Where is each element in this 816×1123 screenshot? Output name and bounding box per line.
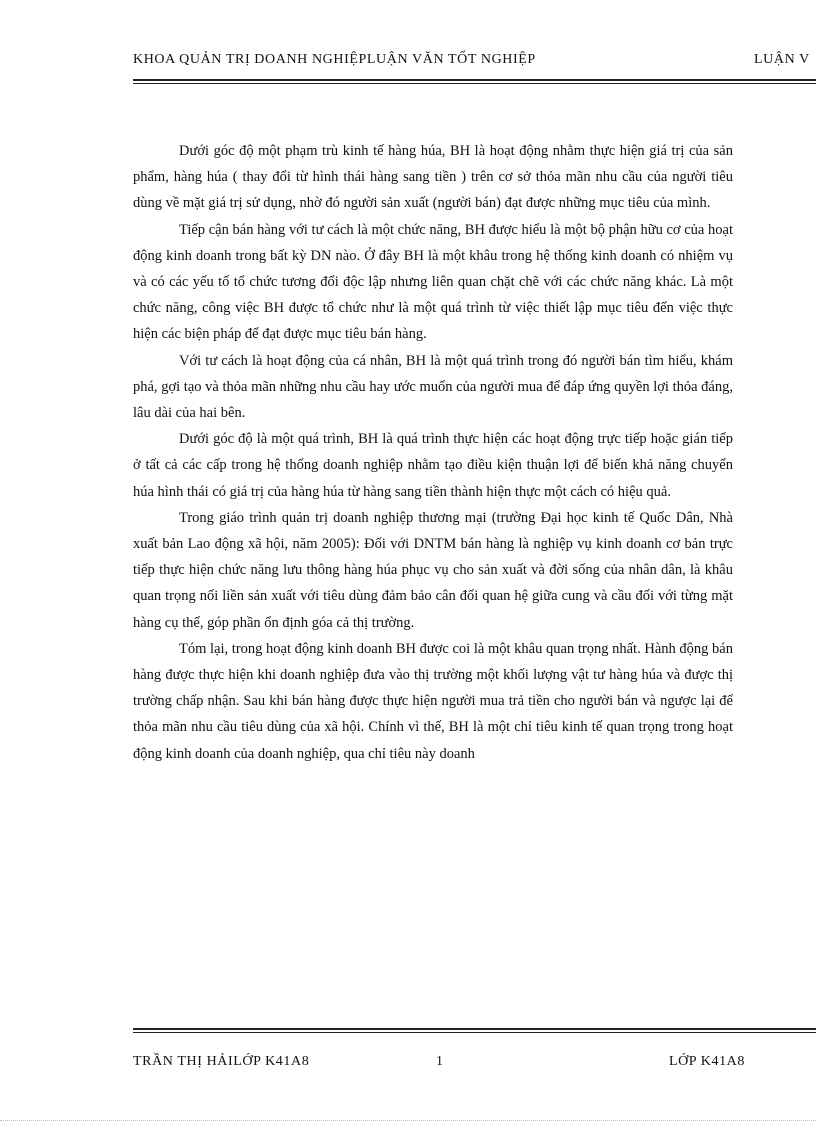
footer-author: TRẦN THỊ HẢILỚP K41A8 xyxy=(133,1054,310,1069)
footer-class: LỚP K41A8 xyxy=(668,1054,745,1069)
paragraph: Dưới góc độ một phạm trù kinh tế hàng húa, BH là hoạt động nhằm thực hiện giá trị của sản phẩm, hàng húa ( thay đổi từ hình thái hàng sang tiền ) trên cơ sở thỏa mãn nhu cầu của người tiêu dùng về mặt giá trị sử dụng, nhờ đó người sản xuất (người bán) đạt được những mục tiêu của mình. xyxy=(133,143,733,212)
paragraph: Dưới góc độ là một quá trình, BH là quá trình thực hiện các hoạt động trực tiếp hoặc gián tiếp ở tất cả các cấp trong hệ thống doanh nghiệp nhằm tạo điều kiện thuận lợi để biến khả năng chuyển húa hình thái có giá trị của hàng húa từ hàng sang tiền thành hiện thực một cách có hiệu quả. xyxy=(133,431,733,500)
footer-rule-thin xyxy=(133,1032,816,1033)
page-footer xyxy=(133,1054,745,1076)
page-header xyxy=(133,52,816,74)
header-rule-thick xyxy=(133,79,816,81)
paragraph: Tóm lại, trong hoạt động kinh doanh BH được coi là một khâu quan trọng nhất. Hành động bán hàng được thực hiện khi doanh nghiệp đưa vào thị trường một khối lượng vật tư hàng húa và được thị trường chấp nhận. Sau khi bán hàng được thực hiện người mua trả tiền cho người bán và ngược lại để thỏa mãn nhu cầu tiêu dùng của xã hội. Chính vì thế, BH là một chỉ tiêu kinh tế quan trọng trong hoạt động kinh doanh của doanh nghiệp, qua chỉ tiêu này doanh xyxy=(133,640,733,762)
header-title: KHOA QUẢN TRỊ DOANH NGHIỆPLUẬN VĂN TỐT NGHIỆP xyxy=(133,52,536,67)
header-rule-thin xyxy=(133,83,816,84)
paragraph: Với tư cách là hoạt động của cá nhân, BH là một quá trình trong đó người bán tìm hiểu, khám phá, gợi tạo và thỏa mãn những nhu cầu hay ước muốn của người mua để đáp ứng quyền lợi thỏa đáng, lâu dài của hai bên. xyxy=(133,352,733,422)
footer-rule-thick xyxy=(133,1028,816,1030)
header-right-text: LUẬN V xyxy=(754,52,810,67)
document-body xyxy=(133,138,733,767)
paragraph: Tiếp cận bán hàng với tư cách là một chức năng, BH được hiểu là một bộ phận hữu cơ của hoạt động kinh doanh trong bất kỳ DN nào. Ở đây BH là một khâu trong hệ thống kinh doanh có nhiệm vụ và có các yếu tố tổ chức tương đối độc lập nhưng liên quan chặt chẽ với các chức năng khác. Là một chức năng, công việc BH được tổ chức như là một quá trình từ việc thiết lập mục tiêu đến việc thực hiện các biện pháp để đạt được mục tiêu bán hàng. xyxy=(133,221,733,343)
page-edge-divider xyxy=(0,1120,816,1121)
page-number: 1 xyxy=(436,1054,444,1069)
paragraph: Trong giáo trình quản trị doanh nghiệp thương mại (trường Đại học kinh tế Quốc Dân, Nhà xuất bản Lao động xã hội, năm 2005): Đối với DNTM bán hàng là nghiệp vụ kinh doanh cơ bản trực tiếp thực hiện chức năng lưu thông hàng húa phục vụ cho sản xuất và đời sống của nhân dân, là khâu quan trọng nối liền sản xuất với tiêu dùng đảm bảo cân đối quan hệ giữa cung và cầu đối với từng mặt hàng cụ thể, góp phần ổn định góa cả thị trường. xyxy=(133,509,733,631)
